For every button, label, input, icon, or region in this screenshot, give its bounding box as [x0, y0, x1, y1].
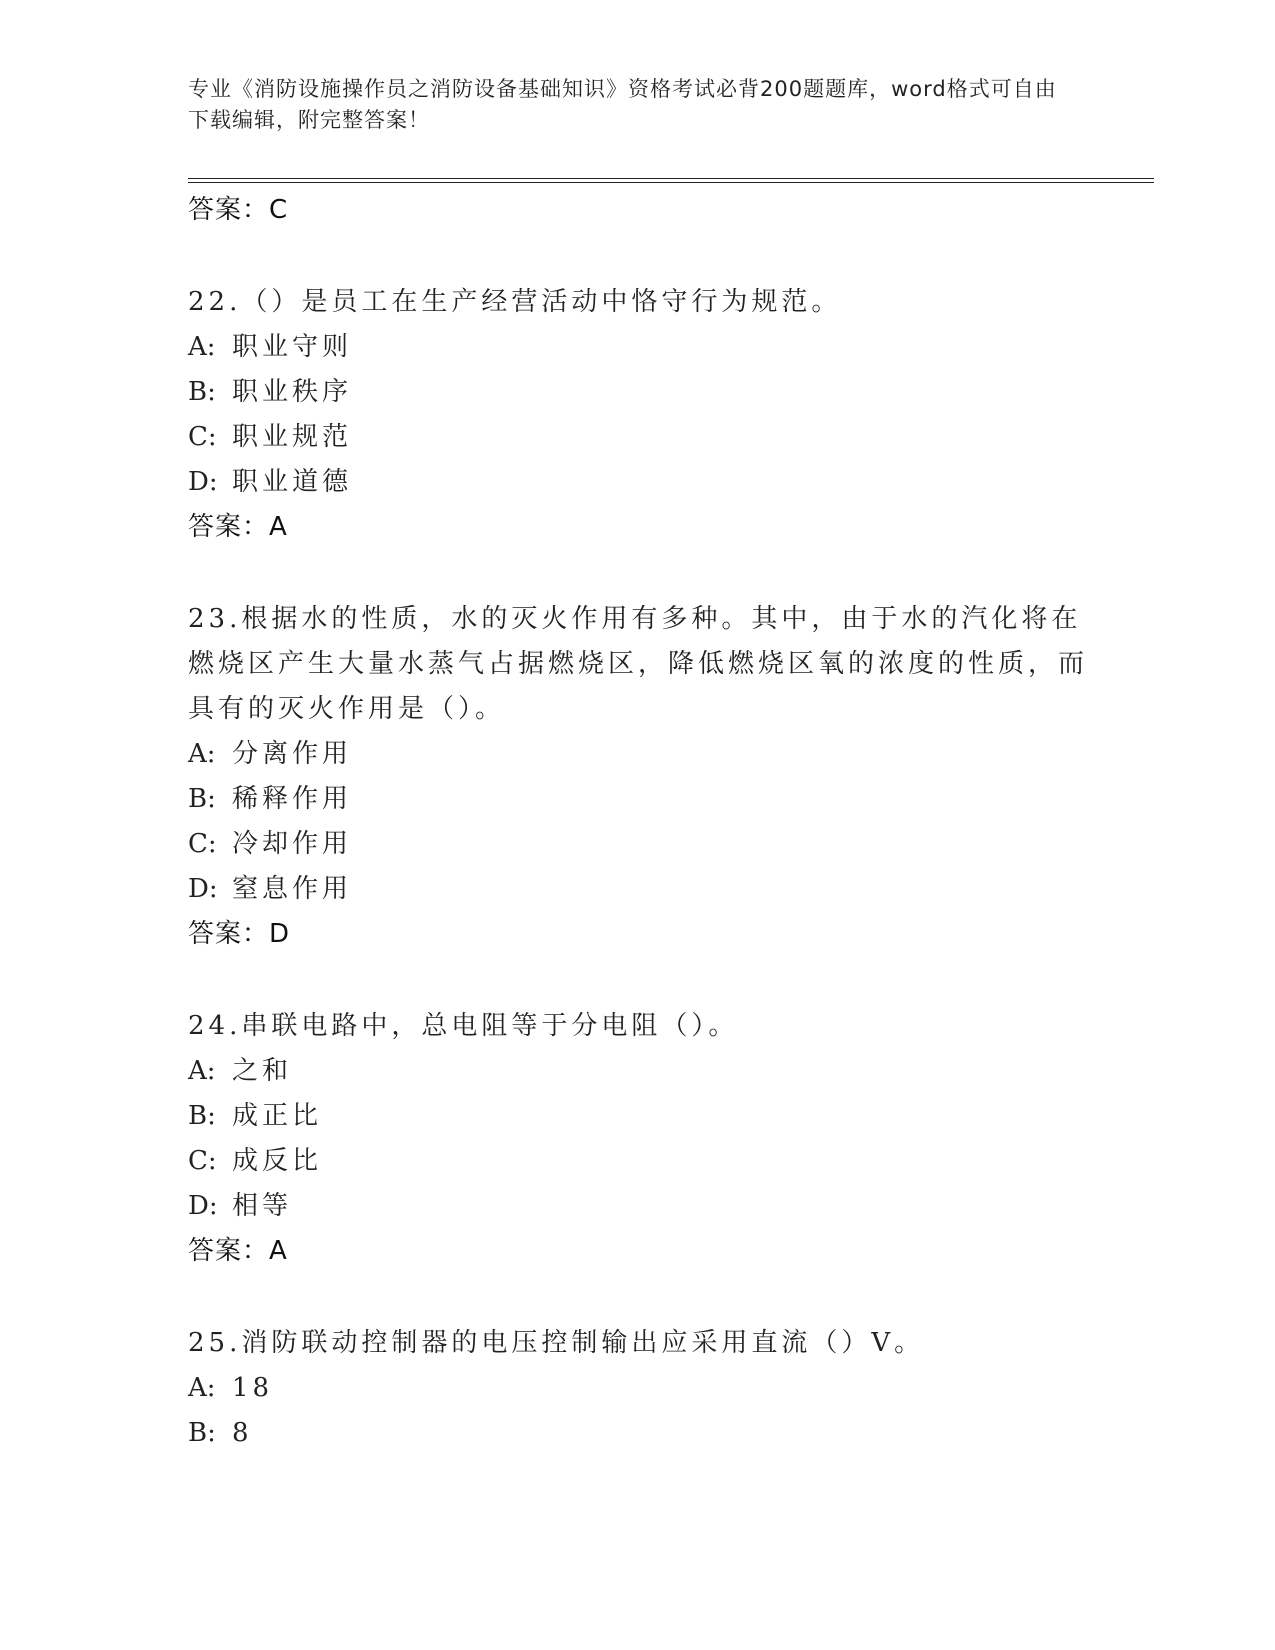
option-a [188, 325, 1088, 370]
option-text: 成反比 [232, 1146, 323, 1176]
option-c [188, 1139, 1088, 1184]
option-c [188, 822, 1088, 867]
spacer [188, 232, 1088, 280]
question-list [188, 188, 1088, 1456]
option-label: D: [188, 1191, 218, 1221]
option-label: D: [188, 874, 218, 904]
spacer [188, 1273, 1088, 1321]
option-text: 职业道德 [232, 467, 353, 497]
option-text: 相等 [232, 1191, 293, 1221]
question-stem: 25.消防联动控制器的电压控制输出应采用直流（）V。 [188, 1328, 925, 1358]
option-b [188, 370, 1088, 415]
option-text: 之和 [232, 1056, 293, 1086]
option-c [188, 415, 1088, 460]
option-text: 分离作用 [232, 739, 353, 769]
answer-line: 答案：A [188, 1236, 288, 1266]
option-label: B: [188, 1101, 216, 1131]
question-stem: 23.根据水的性质，水的灭火作用有多种。其中，由于水的汽化将在燃烧区产生大量水蒸气占据燃烧区，降低燃烧区氧的浓度的性质，而具有的灭火作用是（）。 [188, 604, 1089, 724]
option-a [188, 1366, 1088, 1411]
option-d [188, 867, 1088, 912]
option-label: A: [188, 739, 216, 769]
question-stem: 22.（）是员工在生产经营活动中恪守行为规范。 [188, 287, 842, 317]
option-text: 8 [232, 1418, 253, 1448]
option-text: 18 [232, 1373, 274, 1403]
option-b [188, 1094, 1088, 1139]
option-label: A: [188, 332, 216, 362]
option-d [188, 460, 1088, 505]
option-text: 稀释作用 [232, 784, 353, 814]
spacer [188, 549, 1088, 597]
option-text: 窒息作用 [232, 874, 353, 904]
option-text: 成正比 [232, 1101, 323, 1131]
option-label: C: [188, 829, 217, 859]
option-d [188, 1184, 1088, 1229]
option-label: A: [188, 1056, 216, 1086]
option-label: A: [188, 1373, 216, 1403]
option-text: 职业秩序 [232, 377, 353, 407]
option-text: 职业规范 [232, 422, 353, 452]
answer-line: 答案：C [188, 195, 289, 225]
answer-line: 答案：A [188, 512, 288, 542]
option-label: C: [188, 422, 217, 452]
option-label: B: [188, 784, 216, 814]
answer-line: 答案：D [188, 919, 291, 949]
option-label: B: [188, 377, 216, 407]
option-label: B: [188, 1418, 216, 1448]
document-header: 专业《消防设施操作员之消防设备基础知识》资格考试必背200题题库，word格式可自由下载编辑，附完整答案！ [188, 77, 1057, 132]
question-stem: 24.串联电路中，总电阻等于分电阻（）。 [188, 1011, 739, 1041]
option-text: 冷却作用 [232, 829, 353, 859]
option-b [188, 1411, 1088, 1456]
spacer [188, 956, 1088, 1004]
option-label: D: [188, 467, 218, 497]
option-label: C: [188, 1146, 217, 1176]
option-a [188, 732, 1088, 777]
option-a [188, 1049, 1088, 1094]
header-divider [188, 178, 1154, 183]
option-text: 职业守则 [232, 332, 353, 362]
option-b [188, 777, 1088, 822]
